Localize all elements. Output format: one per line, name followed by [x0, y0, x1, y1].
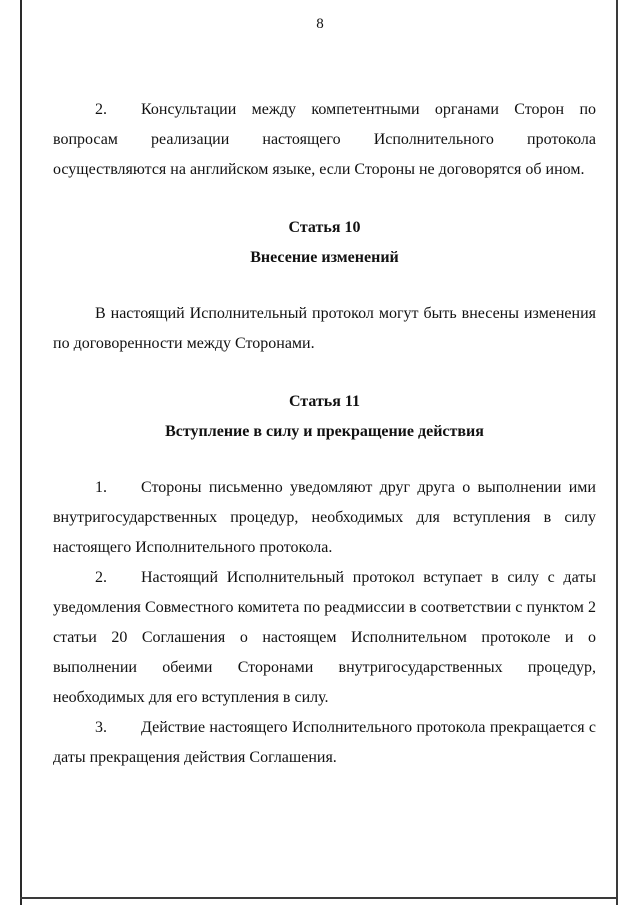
item-text: Действие настоящего Исполнительного протокола прекращается с даты прекращения действия Соглашения.: [53, 719, 596, 766]
spacer: [53, 359, 596, 387]
page-right-border: [616, 0, 618, 905]
page-number: 8: [316, 16, 324, 32]
item-text: Стороны письменно уведомляют друг друга о выполнении ими внутригосударственных процедур, необходимых для вступления в силу настоящего Исполнительного протокола.: [53, 479, 596, 556]
article11-item-2: [53, 563, 596, 713]
article11-item-1: [53, 473, 596, 563]
item-number: 2.: [95, 569, 107, 586]
article9-item-2: [53, 95, 596, 185]
item-number: 2.: [95, 101, 107, 118]
article11-title: Вступление в силу и прекращение действия: [165, 423, 484, 440]
spacer: [53, 273, 596, 299]
page-bottom-border: [20, 897, 618, 899]
article10-text: В настоящий Исполнительный протокол могут быть внесены изменения по договоренности между Сторонами.: [53, 305, 596, 352]
item-number: 3.: [95, 719, 107, 736]
spacer: [53, 185, 596, 213]
item-number: 1.: [95, 479, 107, 496]
article11-number: Статья 11: [288, 393, 361, 410]
article11-item-3: [53, 713, 596, 773]
article10-title: Внесение изменений: [250, 249, 399, 266]
document-body: [53, 95, 596, 773]
page-left-border: [20, 0, 22, 905]
item-text: Настоящий Исполнительный протокол вступает в силу с даты уведомления Совместного комитета по реадмиссии в соответствии с пунктом 2 статьи 20 Соглашения о настоящем Исполнительном протоколе и о выполнении обеими Сторонами внутригосударственных процедур, необходимых для его вступления в силу.: [53, 569, 596, 706]
spacer: [53, 447, 596, 473]
item-text: Консультации между компетентными органами Сторон по вопросам реализации настоящего Исполнительного протокола осуществляются на английском языке, если Стороны не договорятся об ином.: [53, 101, 596, 178]
article10-number: Статья 10: [288, 219, 361, 236]
